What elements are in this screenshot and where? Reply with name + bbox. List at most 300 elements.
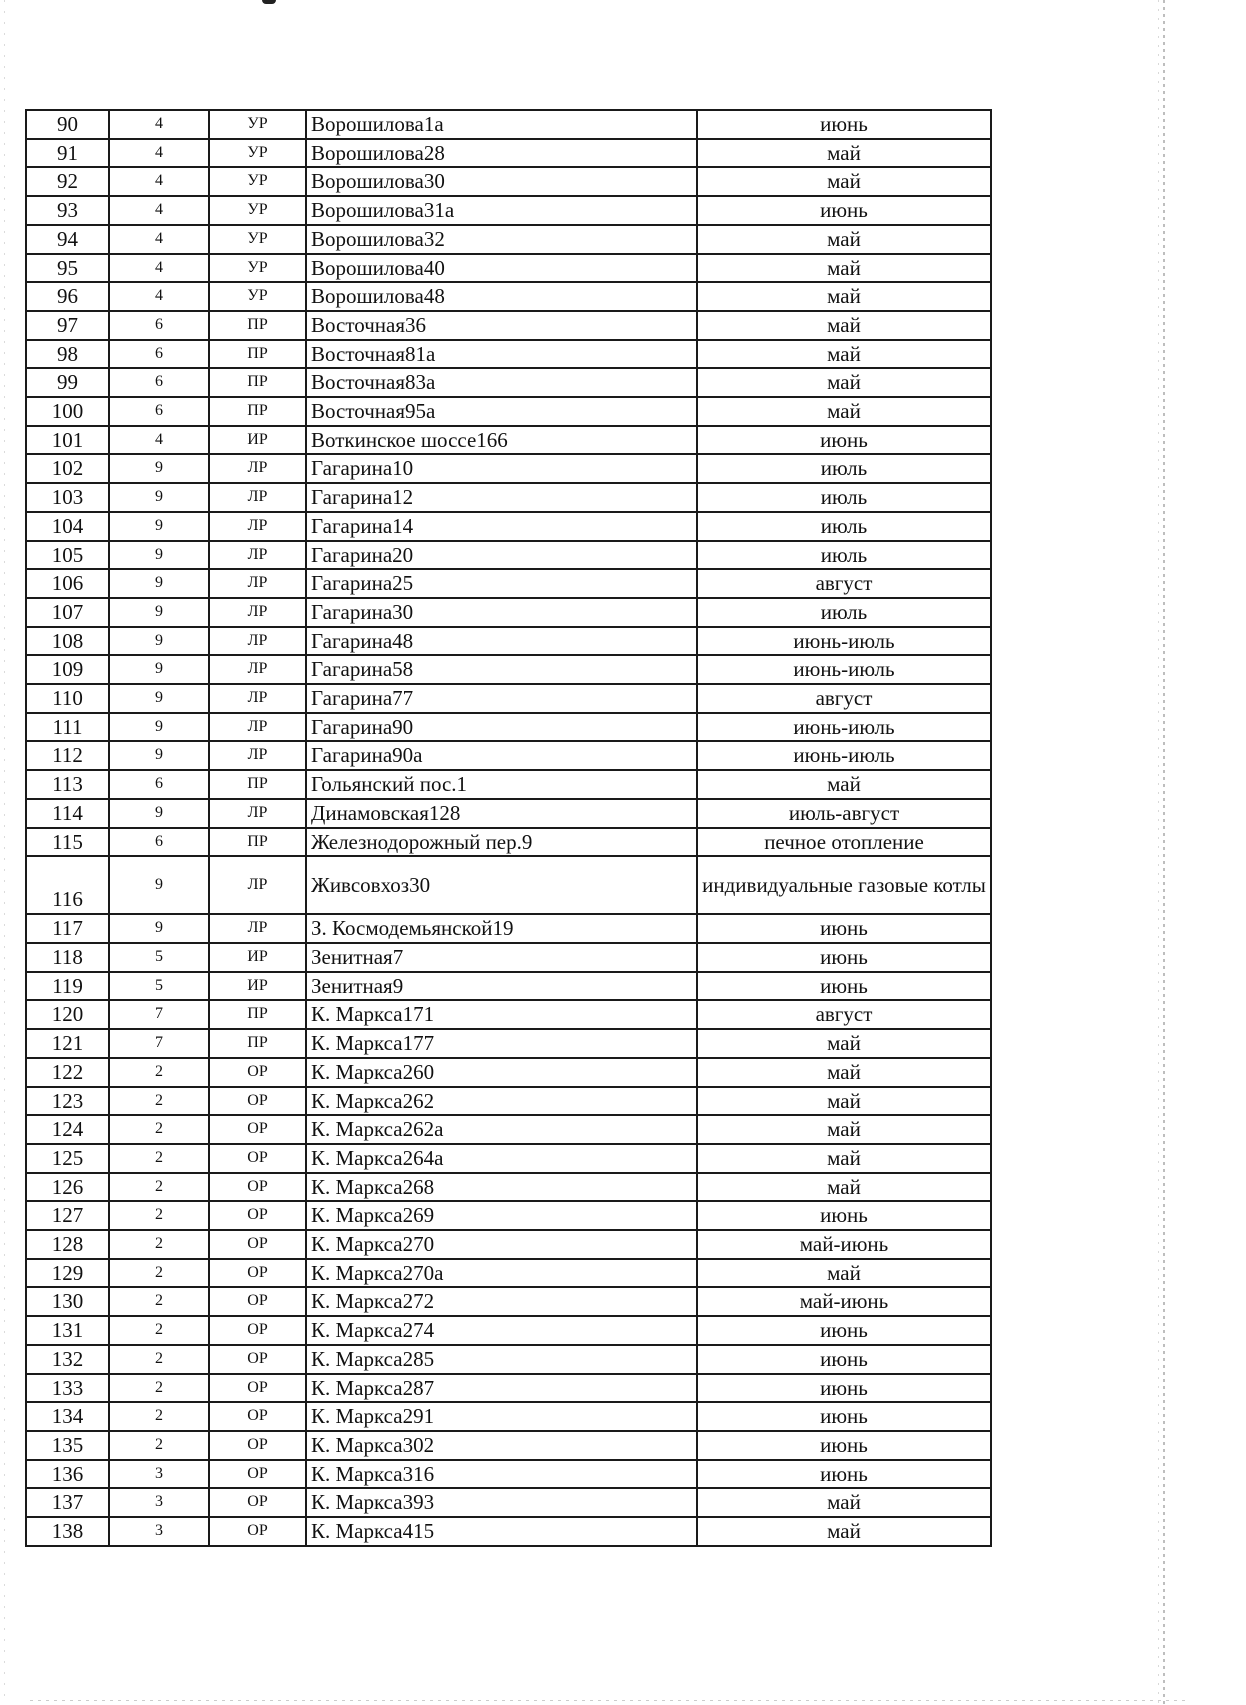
row-number-cell: 137: [26, 1488, 109, 1517]
month-cell: июнь-июль: [697, 713, 991, 742]
table-row: [26, 1144, 991, 1173]
row-number-cell: 104: [26, 512, 109, 541]
floors-cell: 9: [109, 512, 209, 541]
month-cell: июль: [697, 541, 991, 570]
address-cell: К. Маркса264а: [306, 1144, 697, 1173]
district-cell: УР: [209, 282, 306, 311]
table-row: [26, 311, 991, 340]
floors-cell: 4: [109, 426, 209, 455]
table-row: [26, 1029, 991, 1058]
month-cell: июль: [697, 598, 991, 627]
table-row: [26, 856, 991, 914]
month-cell: июнь-июль: [697, 741, 991, 770]
month-cell: август: [697, 1000, 991, 1029]
district-cell: ИР: [209, 426, 306, 455]
district-cell: ЛР: [209, 741, 306, 770]
address-cell: К. Маркса270а: [306, 1259, 697, 1288]
table-row: [26, 713, 991, 742]
row-number-cell: 118: [26, 943, 109, 972]
district-cell: ЛР: [209, 914, 306, 943]
district-cell: ПР: [209, 1029, 306, 1058]
month-cell: июнь: [697, 1431, 991, 1460]
scan-edge-bottom: [30, 1700, 1190, 1701]
address-cell: К. Маркса302: [306, 1431, 697, 1460]
row-number-cell: 99: [26, 368, 109, 397]
month-cell: май: [697, 1488, 991, 1517]
row-number-cell: 128: [26, 1230, 109, 1259]
address-cell: Воткинское шоссе166: [306, 426, 697, 455]
table-row: [26, 627, 991, 656]
floors-cell: 2: [109, 1431, 209, 1460]
district-cell: УР: [209, 254, 306, 283]
address-cell: Ворошилова28: [306, 139, 697, 168]
address-cell: Гагарина90: [306, 713, 697, 742]
row-number-cell: 108: [26, 627, 109, 656]
month-cell: май: [697, 1115, 991, 1144]
floors-cell: 9: [109, 483, 209, 512]
address-cell: К. Маркса171: [306, 1000, 697, 1029]
row-number-cell: 129: [26, 1259, 109, 1288]
month-cell: май-июнь: [697, 1287, 991, 1316]
row-number-cell: 125: [26, 1144, 109, 1173]
floors-cell: 6: [109, 311, 209, 340]
address-cell: К. Маркса177: [306, 1029, 697, 1058]
month-cell: май: [697, 225, 991, 254]
floors-cell: 2: [109, 1058, 209, 1087]
district-cell: ОР: [209, 1173, 306, 1202]
address-cell: К. Маркса269: [306, 1201, 697, 1230]
month-cell: май: [697, 368, 991, 397]
month-cell: июнь: [697, 196, 991, 225]
floors-cell: 9: [109, 713, 209, 742]
address-cell: Живсовхоз30: [306, 856, 697, 914]
floors-cell: 7: [109, 1000, 209, 1029]
floors-cell: 9: [109, 914, 209, 943]
month-cell: май: [697, 282, 991, 311]
row-number-cell: 116: [26, 856, 109, 914]
table-row: [26, 1374, 991, 1403]
table-row: [26, 254, 991, 283]
address-cell: Гольянский пос.1: [306, 770, 697, 799]
month-cell: август: [697, 684, 991, 713]
table-row: [26, 684, 991, 713]
row-number-cell: 135: [26, 1431, 109, 1460]
district-cell: ОР: [209, 1287, 306, 1316]
floors-cell: 2: [109, 1259, 209, 1288]
month-cell: май-июнь: [697, 1230, 991, 1259]
row-number-cell: 109: [26, 655, 109, 684]
address-cell: Восточная83а: [306, 368, 697, 397]
month-cell: май: [697, 311, 991, 340]
district-cell: ОР: [209, 1460, 306, 1489]
row-number-cell: 127: [26, 1201, 109, 1230]
district-cell: ОР: [209, 1259, 306, 1288]
row-number-cell: 97: [26, 311, 109, 340]
row-number-cell: 136: [26, 1460, 109, 1489]
scan-edge-left: [4, 0, 5, 1705]
district-cell: ПР: [209, 340, 306, 369]
table-row: [26, 225, 991, 254]
row-number-cell: 133: [26, 1374, 109, 1403]
table-row: [26, 1402, 991, 1431]
month-cell: июнь: [697, 1402, 991, 1431]
table-row: [26, 569, 991, 598]
month-cell: май: [697, 397, 991, 426]
month-cell: июнь: [697, 943, 991, 972]
district-cell: ИР: [209, 972, 306, 1001]
district-cell: УР: [209, 110, 306, 139]
row-number-cell: 122: [26, 1058, 109, 1087]
month-cell: июнь: [697, 1374, 991, 1403]
address-cell: Зенитная9: [306, 972, 697, 1001]
address-cell: Ворошилова32: [306, 225, 697, 254]
table-row: [26, 1259, 991, 1288]
row-number-cell: 119: [26, 972, 109, 1001]
address-cell: К. Маркса268: [306, 1173, 697, 1202]
address-cell: К. Маркса291: [306, 1402, 697, 1431]
district-cell: УР: [209, 196, 306, 225]
district-cell: ЛР: [209, 799, 306, 828]
floors-cell: 9: [109, 799, 209, 828]
district-cell: ИР: [209, 943, 306, 972]
row-number-cell: 117: [26, 914, 109, 943]
floors-cell: 4: [109, 196, 209, 225]
district-cell: ОР: [209, 1230, 306, 1259]
row-number-cell: 124: [26, 1115, 109, 1144]
floors-cell: 9: [109, 569, 209, 598]
row-number-cell: 100: [26, 397, 109, 426]
table-row: [26, 799, 991, 828]
table-row: [26, 1115, 991, 1144]
floors-cell: 4: [109, 282, 209, 311]
district-cell: ЛР: [209, 684, 306, 713]
floors-cell: 4: [109, 225, 209, 254]
address-cell: Гагарина14: [306, 512, 697, 541]
district-cell: УР: [209, 167, 306, 196]
row-number-cell: 106: [26, 569, 109, 598]
month-cell: июнь: [697, 1201, 991, 1230]
row-number-cell: 103: [26, 483, 109, 512]
district-cell: ОР: [209, 1316, 306, 1345]
floors-cell: 3: [109, 1488, 209, 1517]
district-cell: ОР: [209, 1402, 306, 1431]
address-cell: Гагарина90а: [306, 741, 697, 770]
row-number-cell: 131: [26, 1316, 109, 1345]
month-cell: июнь: [697, 1316, 991, 1345]
row-number-cell: 93: [26, 196, 109, 225]
floors-cell: 4: [109, 167, 209, 196]
table-row: [26, 196, 991, 225]
row-number-cell: 113: [26, 770, 109, 799]
table-row: [26, 368, 991, 397]
row-number-cell: 112: [26, 741, 109, 770]
floors-cell: 2: [109, 1087, 209, 1116]
district-cell: ПР: [209, 828, 306, 857]
table-row: [26, 943, 991, 972]
district-cell: УР: [209, 139, 306, 168]
row-number-cell: 101: [26, 426, 109, 455]
table-row: [26, 1488, 991, 1517]
table-row: [26, 139, 991, 168]
district-cell: ОР: [209, 1087, 306, 1116]
table-row: [26, 282, 991, 311]
floors-cell: 3: [109, 1517, 209, 1546]
scan-edge-right-inner: [1158, 0, 1159, 1705]
address-cell: К. Маркса260: [306, 1058, 697, 1087]
floors-cell: 6: [109, 770, 209, 799]
table-row: [26, 1460, 991, 1489]
district-cell: ОР: [209, 1115, 306, 1144]
row-number-cell: 114: [26, 799, 109, 828]
floors-cell: 4: [109, 254, 209, 283]
district-cell: ПР: [209, 397, 306, 426]
address-cell: З. Космодемьянской19: [306, 914, 697, 943]
table-row: [26, 1345, 991, 1374]
floors-cell: 4: [109, 110, 209, 139]
floors-cell: 9: [109, 454, 209, 483]
month-cell: июнь: [697, 426, 991, 455]
address-cell: Гагарина12: [306, 483, 697, 512]
month-cell: май: [697, 167, 991, 196]
row-number-cell: 92: [26, 167, 109, 196]
floors-cell: 5: [109, 943, 209, 972]
district-cell: ЛР: [209, 598, 306, 627]
district-cell: ОР: [209, 1058, 306, 1087]
month-cell: июнь: [697, 110, 991, 139]
row-number-cell: 132: [26, 1345, 109, 1374]
table-row: [26, 655, 991, 684]
address-cell: Железнодорожный пер.9: [306, 828, 697, 857]
address-cell: К. Маркса285: [306, 1345, 697, 1374]
address-cell: Гагарина20: [306, 541, 697, 570]
district-cell: ОР: [209, 1345, 306, 1374]
district-cell: ОР: [209, 1374, 306, 1403]
row-number-cell: 115: [26, 828, 109, 857]
district-cell: ЛР: [209, 569, 306, 598]
month-cell: май: [697, 1517, 991, 1546]
row-number-cell: 90: [26, 110, 109, 139]
row-number-cell: 123: [26, 1087, 109, 1116]
table-row: [26, 541, 991, 570]
district-cell: ЛР: [209, 512, 306, 541]
table-row: [26, 1517, 991, 1546]
address-cell: Ворошилова48: [306, 282, 697, 311]
floors-cell: 3: [109, 1460, 209, 1489]
row-number-cell: 120: [26, 1000, 109, 1029]
table-row: [26, 1316, 991, 1345]
address-cell: К. Маркса270: [306, 1230, 697, 1259]
table-row: [26, 1000, 991, 1029]
floors-cell: 6: [109, 828, 209, 857]
address-cell: Ворошилова40: [306, 254, 697, 283]
schedule-table-container: [25, 109, 990, 1547]
address-cell: Зенитная7: [306, 943, 697, 972]
district-cell: ЛР: [209, 655, 306, 684]
address-cell: К. Маркса274: [306, 1316, 697, 1345]
table-row: [26, 972, 991, 1001]
table-row: [26, 1201, 991, 1230]
month-cell: июль: [697, 483, 991, 512]
floors-cell: 2: [109, 1374, 209, 1403]
table-row: [26, 1173, 991, 1202]
table-row: [26, 770, 991, 799]
row-number-cell: 130: [26, 1287, 109, 1316]
month-cell: май: [697, 1029, 991, 1058]
address-cell: Гагарина58: [306, 655, 697, 684]
row-number-cell: 126: [26, 1173, 109, 1202]
month-cell: индивидуальные газовые котлы: [697, 856, 991, 914]
district-cell: ЛР: [209, 541, 306, 570]
table-row: [26, 1431, 991, 1460]
table-row: [26, 914, 991, 943]
row-number-cell: 111: [26, 713, 109, 742]
district-cell: ЛР: [209, 627, 306, 656]
address-cell: Гагарина48: [306, 627, 697, 656]
month-cell: июнь: [697, 972, 991, 1001]
floors-cell: 2: [109, 1115, 209, 1144]
district-cell: УР: [209, 225, 306, 254]
address-cell: К. Маркса262: [306, 1087, 697, 1116]
month-cell: май: [697, 770, 991, 799]
table-row: [26, 1058, 991, 1087]
floors-cell: 2: [109, 1402, 209, 1431]
address-cell: Восточная36: [306, 311, 697, 340]
district-cell: ПР: [209, 368, 306, 397]
district-cell: ПР: [209, 770, 306, 799]
floors-cell: 2: [109, 1201, 209, 1230]
district-cell: ЛР: [209, 483, 306, 512]
floors-cell: 2: [109, 1144, 209, 1173]
month-cell: июнь-июль: [697, 655, 991, 684]
row-number-cell: 91: [26, 139, 109, 168]
district-cell: ЛР: [209, 713, 306, 742]
table-row: [26, 167, 991, 196]
floors-cell: 9: [109, 741, 209, 770]
month-cell: май: [697, 1087, 991, 1116]
month-cell: август: [697, 569, 991, 598]
address-cell: К. Маркса272: [306, 1287, 697, 1316]
row-number-cell: 95: [26, 254, 109, 283]
address-cell: Гагарина30: [306, 598, 697, 627]
scan-artifact-mark: [262, 0, 276, 4]
address-cell: К. Маркса287: [306, 1374, 697, 1403]
month-cell: июль-август: [697, 799, 991, 828]
table-row: [26, 483, 991, 512]
month-cell: май: [697, 340, 991, 369]
month-cell: июнь: [697, 1345, 991, 1374]
month-cell: май: [697, 1259, 991, 1288]
address-cell: Восточная81а: [306, 340, 697, 369]
address-cell: Динамовская128: [306, 799, 697, 828]
table-row: [26, 1087, 991, 1116]
floors-cell: 9: [109, 856, 209, 914]
address-cell: Гагарина77: [306, 684, 697, 713]
floors-cell: 2: [109, 1173, 209, 1202]
floors-cell: 9: [109, 684, 209, 713]
month-cell: май: [697, 1058, 991, 1087]
floors-cell: 9: [109, 655, 209, 684]
table-row: [26, 741, 991, 770]
floors-cell: 2: [109, 1230, 209, 1259]
month-cell: май: [697, 254, 991, 283]
address-cell: К. Маркса316: [306, 1460, 697, 1489]
month-cell: июнь: [697, 1460, 991, 1489]
month-cell: май: [697, 139, 991, 168]
district-cell: ЛР: [209, 856, 306, 914]
address-cell: Гагарина25: [306, 569, 697, 598]
floors-cell: 6: [109, 368, 209, 397]
table-row: [26, 340, 991, 369]
month-cell: май: [697, 1144, 991, 1173]
district-cell: ОР: [209, 1517, 306, 1546]
district-cell: ПР: [209, 311, 306, 340]
floors-cell: 9: [109, 627, 209, 656]
month-cell: июнь: [697, 914, 991, 943]
address-cell: К. Маркса415: [306, 1517, 697, 1546]
table-row: [26, 512, 991, 541]
scan-edge-right: [1163, 0, 1165, 1705]
floors-cell: 6: [109, 340, 209, 369]
address-cell: Ворошилова1а: [306, 110, 697, 139]
row-number-cell: 110: [26, 684, 109, 713]
district-cell: ОР: [209, 1431, 306, 1460]
district-cell: ПР: [209, 1000, 306, 1029]
table-row: [26, 454, 991, 483]
table-row: [26, 110, 991, 139]
table-row: [26, 397, 991, 426]
row-number-cell: 98: [26, 340, 109, 369]
address-cell: К. Маркса393: [306, 1488, 697, 1517]
table-row: [26, 828, 991, 857]
month-cell: июль: [697, 454, 991, 483]
table-row: [26, 426, 991, 455]
floors-cell: 2: [109, 1316, 209, 1345]
floors-cell: 7: [109, 1029, 209, 1058]
row-number-cell: 121: [26, 1029, 109, 1058]
district-cell: ОР: [209, 1488, 306, 1517]
month-cell: июль: [697, 512, 991, 541]
table-row: [26, 598, 991, 627]
floors-cell: 5: [109, 972, 209, 1001]
table-row: [26, 1287, 991, 1316]
row-number-cell: 107: [26, 598, 109, 627]
month-cell: июнь-июль: [697, 627, 991, 656]
row-number-cell: 102: [26, 454, 109, 483]
district-cell: ОР: [209, 1144, 306, 1173]
row-number-cell: 96: [26, 282, 109, 311]
floors-cell: 2: [109, 1345, 209, 1374]
schedule-table: [25, 109, 992, 1547]
month-cell: май: [697, 1173, 991, 1202]
floors-cell: 4: [109, 139, 209, 168]
address-cell: Гагарина10: [306, 454, 697, 483]
row-number-cell: 134: [26, 1402, 109, 1431]
month-cell: печное отопление: [697, 828, 991, 857]
floors-cell: 6: [109, 397, 209, 426]
row-number-cell: 138: [26, 1517, 109, 1546]
district-cell: ОР: [209, 1201, 306, 1230]
floors-cell: 2: [109, 1287, 209, 1316]
schedule-table-body: [26, 110, 991, 1546]
row-number-cell: 105: [26, 541, 109, 570]
address-cell: Восточная95а: [306, 397, 697, 426]
address-cell: Ворошилова30: [306, 167, 697, 196]
row-number-cell: 94: [26, 225, 109, 254]
floors-cell: 9: [109, 598, 209, 627]
district-cell: ЛР: [209, 454, 306, 483]
address-cell: К. Маркса262а: [306, 1115, 697, 1144]
floors-cell: 9: [109, 541, 209, 570]
